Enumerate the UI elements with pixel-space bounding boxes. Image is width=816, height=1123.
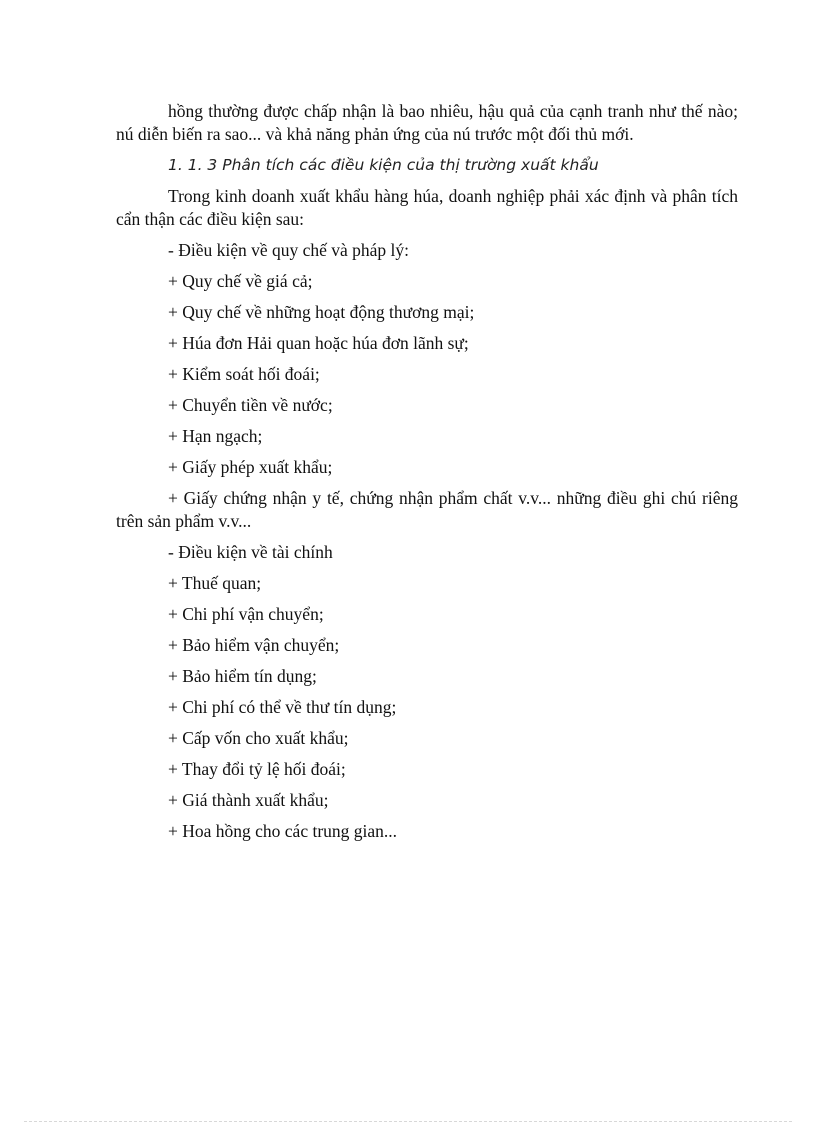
- list-item: + Kiểm soát hối đoái;: [168, 364, 320, 384]
- legal-group-title: - Điều kiện về quy chế và pháp lý:: [168, 240, 410, 260]
- list-item: + Cấp vốn cho xuất khẩu;: [168, 728, 349, 748]
- section-intro-paragraph: Trong kinh doanh xuất khẩu hàng húa, doanh nghiệp phải xác định và phân tích cẩn thận các điều kiện sau:: [116, 186, 738, 229]
- list-item: + Thuế quan;: [168, 573, 262, 593]
- list-item: + Giấy chứng nhận y tế, chứng nhận phẩm chất v.v... những điều ghi chú riêng trên sản phẩm v.v...: [116, 488, 738, 531]
- finance-group-title: - Điều kiện về tài chính: [168, 542, 333, 562]
- list-item: + Húa đơn Hải quan hoặc húa đơn lãnh sự;: [168, 333, 469, 353]
- list-item: + Quy chế về những hoạt động thương mại;: [168, 302, 475, 322]
- page-bottom-divider: [24, 1121, 792, 1122]
- list-item: + Giá thành xuất khẩu;: [168, 790, 329, 810]
- list-item: + Bảo hiểm tín dụng;: [168, 666, 317, 686]
- list-item: + Bảo hiểm vận chuyển;: [168, 635, 340, 655]
- list-item: + Chi phí có thể về thư tín dụng;: [168, 697, 397, 717]
- list-item: + Thay đổi tỷ lệ hối đoái;: [168, 759, 346, 779]
- section-heading: 1. 1. 3 Phân tích các điều kiện của thị trường xuất khẩu: [168, 156, 599, 174]
- list-item: + Chi phí vận chuyển;: [168, 604, 324, 624]
- list-item: + Hoa hồng cho các trung gian...: [168, 821, 398, 841]
- list-item: + Hạn ngạch;: [168, 426, 263, 446]
- finance-conditions-group: [116, 541, 738, 843]
- legal-conditions-group: [116, 239, 738, 533]
- list-item: + Chuyển tiền về nước;: [168, 395, 333, 415]
- list-item: + Giấy phép xuất khẩu;: [168, 457, 333, 477]
- intro-paragraph: hồng thường được chấp nhận là bao nhiêu, hậu quả của cạnh tranh như thế nào; nú diễn biến ra sao... và khả năng phản ứng của nú trước một đối thủ mới.: [116, 101, 738, 144]
- list-item: + Quy chế về giá cả;: [168, 271, 313, 291]
- document-body: [116, 100, 738, 851]
